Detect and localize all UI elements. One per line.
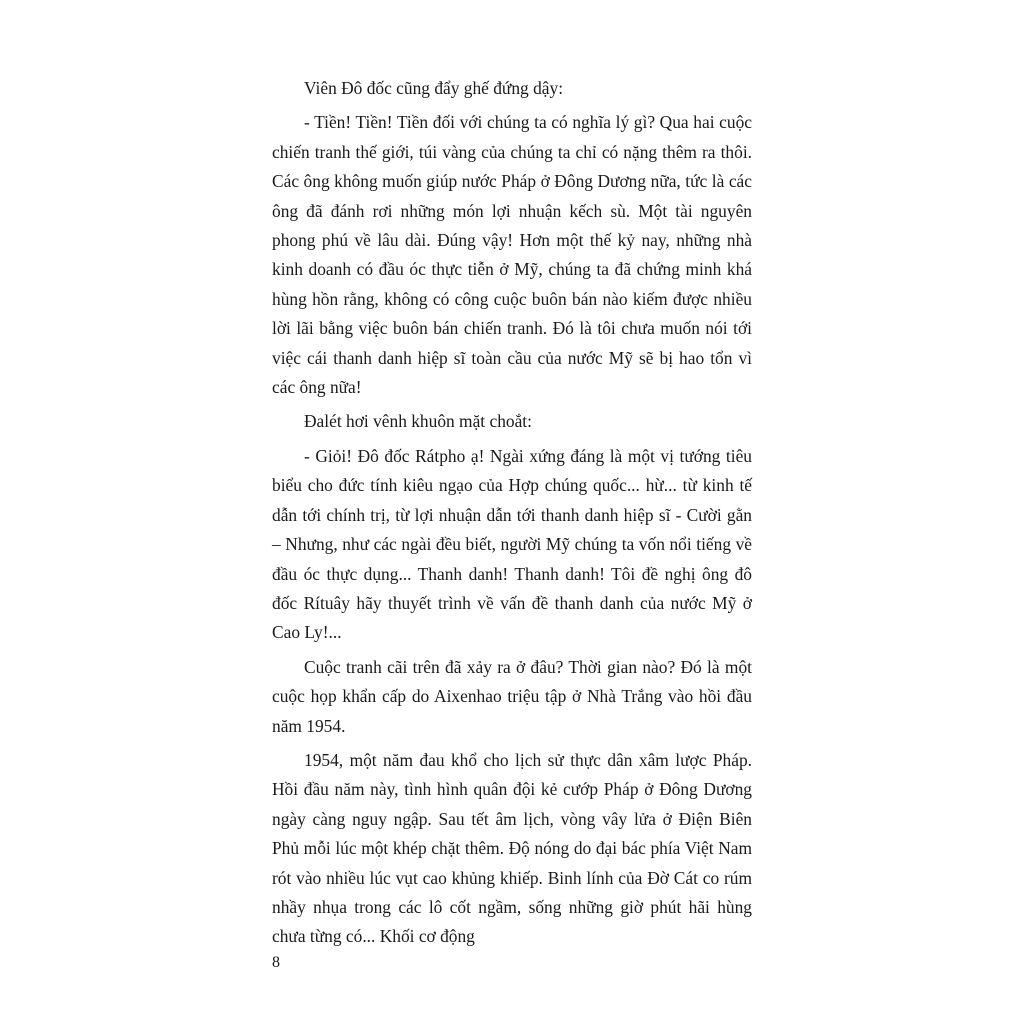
- paragraph-6: 1954, một năm đau khổ cho lịch sử thực dân xâm lược Pháp. Hồi đầu năm này, tình hình quân đội kẻ cướp Pháp ở Đông Dương ngày càng nguy ngập. Sau tết âm lịch, vòng vây lửa ở Điện Biên Phủ mỗi lúc một khép chặt thêm. Độ nóng do đại bác phía Việt Nam rót vào nhiều lúc vụt cao khủng khiếp. Binh lính của Đờ Cát co rúm nhầy nhụa trong các lô cốt ngầm, sống những giờ phút hãi hùng chưa từng có... Khối cơ động: [272, 749, 752, 947]
- paragraph-1: Viên Đô đốc cũng đẩy ghế đứng dậy:: [304, 78, 564, 98]
- paragraph-2: - Tiền! Tiền! Tiền đối với chúng ta có nghĩa lý gì? Qua hai cuộc chiến tranh thế giới, túi vàng của chúng ta chỉ có nặng thêm ra thôi. Các ông không muốn giúp nước Pháp ở Đông Dương nữa, tức là các ông đã đánh rơi những món lợi nhuận kếch sù. Một tài nguyên phong phú về lâu dài. Đúng vậy! Hơn một thế kỷ nay, những nhà kinh doanh có đầu óc thực tiễn ở Mỹ, chúng ta đã chứng minh khá hùng hồn rằng, không có công cuộc buôn bán nào kiếm được nhiều lời lãi bằng việc buôn bán chiến tranh. Đó là tôi chưa muốn nói tới việc cái thanh danh hiệp sĩ toàn cầu của nước Mỹ sẽ bị hao tổn vì các ông nữa!: [272, 112, 752, 398]
- body-text: [272, 74, 752, 952]
- paragraph-4: - Giỏi! Đô đốc Rátpho ạ! Ngài xứng đáng là một vị tướng tiêu biểu cho đức tính kiêu ngạo của Hợp chúng quốc... hừ... từ kinh tế dẫn tới chính trị, từ lợi nhuận dẫn tới thanh danh hiệp sĩ - Cười gằn – Nhưng, như các ngài đều biết, người Mỹ chúng ta vốn nổi tiếng về đầu óc thực dụng... Thanh danh! Thanh danh! Tôi đề nghị ông đô đốc Rítuây hãy thuyết trình về vấn đề thanh danh của nước Mỹ ở Cao Ly!...: [272, 445, 752, 643]
- page-number: 8: [272, 954, 280, 971]
- paragraph-5: Cuộc tranh cãi trên đã xảy ra ở đâu? Thời gian nào? Đó là một cuộc họp khẩn cấp do Aixenhao triệu tập ở Nhà Trắng vào hồi đầu năm 1954.: [272, 656, 752, 736]
- paragraph-3: Đalét hơi vênh khuôn mặt choắt:: [304, 411, 532, 432]
